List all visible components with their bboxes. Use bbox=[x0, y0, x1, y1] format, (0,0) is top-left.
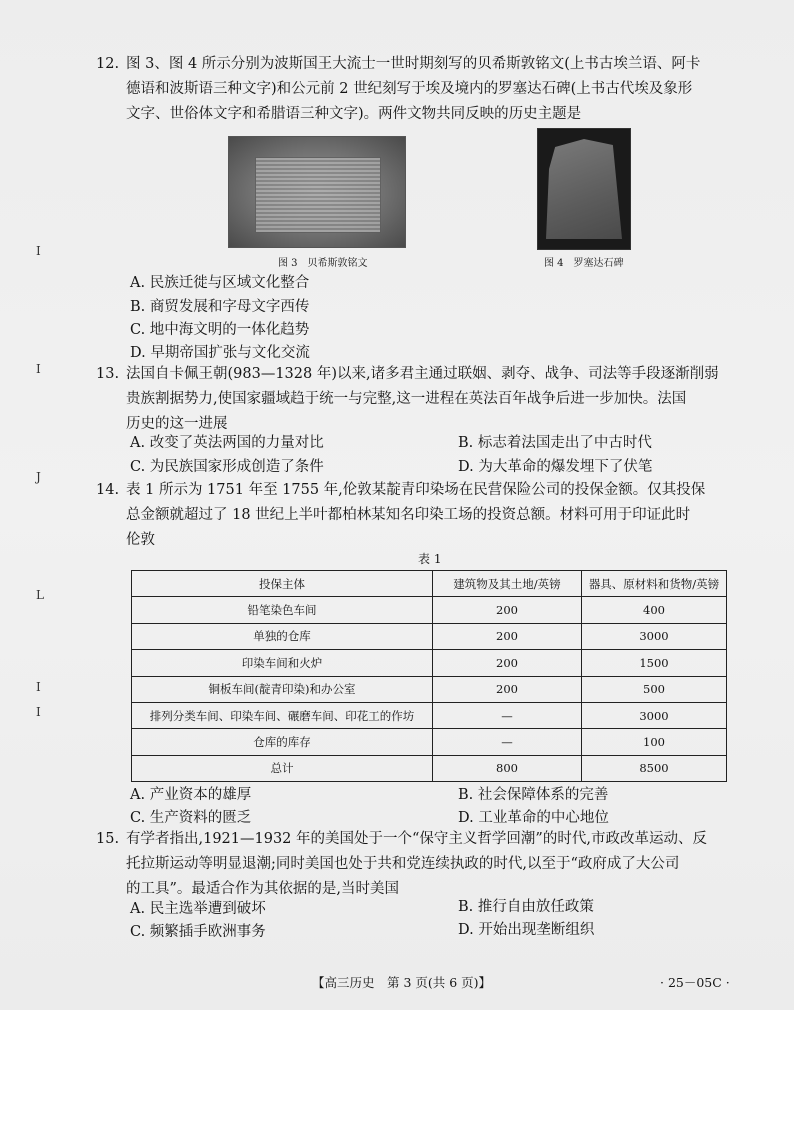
table-cell: 200 bbox=[433, 676, 582, 702]
question-15 bbox=[96, 827, 754, 902]
question-13 bbox=[96, 362, 754, 437]
margin-mark: I bbox=[36, 705, 41, 719]
table-cell: — bbox=[433, 729, 582, 755]
table-header: 投保主体 bbox=[132, 571, 433, 597]
table-cell: 铅笔染色车间 bbox=[132, 597, 433, 623]
option-c[interactable]: C. 地中海文明的一体化趋势 bbox=[130, 322, 310, 338]
question-number: 13. bbox=[96, 366, 120, 382]
question-stem-line: 托拉斯运动等明显退潮;同时美国也处于共和党连续执政的时代,以至于“政府成了大公司 bbox=[126, 856, 680, 872]
rosetta-stone-photo bbox=[537, 128, 631, 250]
question-number: 14. bbox=[96, 482, 120, 498]
margin-mark: I bbox=[36, 680, 41, 694]
option-a[interactable]: A. 民主选举遭到破坏 bbox=[130, 901, 266, 917]
figure-4-caption: 图 4 罗塞达石碑 bbox=[544, 258, 624, 269]
table-cell: — bbox=[433, 702, 582, 728]
question-stem-line: 有学者指出,1921—1932 年的美国处于一个“保守主义哲学回潮”的时代,市政改革运动、反 bbox=[126, 831, 707, 847]
option-d[interactable]: D. 早期帝国扩张与文化交流 bbox=[130, 345, 310, 361]
question-stem-line: 的工具”。最适合作为其依据的是,当时美国 bbox=[126, 881, 400, 897]
table-cell: 400 bbox=[582, 597, 727, 623]
option-b[interactable]: B. 社会保障体系的完善 bbox=[458, 787, 609, 803]
margin-mark: I bbox=[36, 244, 41, 258]
table-row bbox=[132, 650, 727, 676]
table-row bbox=[132, 676, 727, 702]
question-14 bbox=[96, 478, 754, 553]
margin-mark: I bbox=[36, 362, 41, 376]
option-c[interactable]: C. 生产资料的匮乏 bbox=[130, 810, 252, 826]
table-cell: 印染车间和火炉 bbox=[132, 650, 433, 676]
question-stem-line: 伦敦 bbox=[126, 532, 155, 548]
option-d[interactable]: D. 为大革命的爆发埋下了伏笔 bbox=[458, 459, 653, 475]
table-header-row bbox=[132, 571, 727, 597]
question-stem-line: 法国自卡佩王朝(983—1328 年)以来,诸多君主通过联姻、剥夺、战争、司法等手段逐渐削弱 bbox=[126, 366, 719, 382]
table-cell: 铜板车间(靛青印染)和办公室 bbox=[132, 676, 433, 702]
table-cell: 800 bbox=[433, 755, 582, 781]
option-b[interactable]: B. 标志着法国走出了中古时代 bbox=[458, 435, 652, 451]
table-row bbox=[132, 597, 727, 623]
table-total-row bbox=[132, 755, 727, 781]
table-cell: 1500 bbox=[582, 650, 727, 676]
table-caption: 表 1 bbox=[418, 552, 442, 566]
table-row bbox=[132, 729, 727, 755]
table-cell: 200 bbox=[433, 650, 582, 676]
margin-mark: J bbox=[36, 470, 41, 484]
option-d[interactable]: D. 开始出现垄断组织 bbox=[458, 922, 595, 938]
table-cell: 8500 bbox=[582, 755, 727, 781]
option-a[interactable]: A. 民族迁徙与区域文化整合 bbox=[130, 275, 310, 291]
option-c[interactable]: C. 为民族国家形成创造了条件 bbox=[130, 459, 324, 475]
table-cell: 200 bbox=[433, 623, 582, 649]
table-cell: 仓库的库存 bbox=[132, 729, 433, 755]
option-b[interactable]: B. 推行自由放任政策 bbox=[458, 899, 594, 915]
inscription-panel bbox=[255, 157, 381, 233]
table-row bbox=[132, 702, 727, 728]
page-footer: 【高三历史 第 3 页(共 6 页)】 bbox=[312, 975, 492, 990]
figure-3-caption: 图 3 贝希斯敦铭文 bbox=[278, 258, 368, 269]
behistun-inscription-photo bbox=[228, 136, 406, 248]
insurance-table bbox=[131, 570, 727, 782]
margin-mark: L bbox=[36, 588, 44, 602]
option-a[interactable]: A. 产业资本的雄厚 bbox=[130, 787, 252, 803]
option-b[interactable]: B. 商贸发展和字母文字西传 bbox=[130, 299, 310, 315]
paper-code: · 25－05C · bbox=[660, 975, 730, 990]
question-number: 12. bbox=[96, 56, 120, 72]
table-cell: 500 bbox=[582, 676, 727, 702]
option-c[interactable]: C. 频繁插手欧洲事务 bbox=[130, 924, 266, 940]
option-d[interactable]: D. 工业革命的中心地位 bbox=[458, 810, 609, 826]
question-12 bbox=[96, 52, 754, 127]
table-cell: 200 bbox=[433, 597, 582, 623]
table-row bbox=[132, 623, 727, 649]
stone-shape bbox=[546, 139, 622, 239]
question-stem-line: 历史的这一进展 bbox=[126, 416, 228, 432]
question-stem-line: 图 3、图 4 所示分别为波斯国王大流士一世时期刻写的贝希斯敦铭文(上书古埃兰语、阿卡 bbox=[126, 56, 701, 72]
question-number: 15. bbox=[96, 831, 120, 847]
table-cell: 总计 bbox=[132, 755, 433, 781]
table-header: 器具、原材料和货物/英镑 bbox=[582, 571, 727, 597]
question-stem-line: 贵族割据势力,使国家疆域趋于统一与完整,这一进程在英法百年战争后进一步加快。法国 bbox=[126, 391, 687, 407]
option-a[interactable]: A. 改变了英法两国的力量对比 bbox=[130, 435, 324, 451]
table-cell: 单独的仓库 bbox=[132, 623, 433, 649]
table-cell: 100 bbox=[582, 729, 727, 755]
question-stem-line: 文字、世俗体文字和希腊语三种文字)。两件文物共同反映的历史主题是 bbox=[126, 106, 582, 122]
table-cell: 排列分类车间、印染车间、碾磨车间、印花工的作坊 bbox=[132, 702, 433, 728]
table-cell: 3000 bbox=[582, 702, 727, 728]
question-stem-line: 总金额就超过了 18 世纪上半叶都柏林某知名印染工场的投资总额。材料可用于印证此时 bbox=[126, 507, 691, 523]
table-header: 建筑物及其土地/英镑 bbox=[433, 571, 582, 597]
table-cell: 3000 bbox=[582, 623, 727, 649]
question-stem-line: 表 1 所示为 1751 年至 1755 年,伦敦某靛青印染场在民营保险公司的投保金额。仅其投保 bbox=[126, 482, 706, 498]
question-stem-line: 德语和波斯语三种文字)和公元前 2 世纪刻写于埃及境内的罗塞达石碑(上书古代埃及象形 bbox=[126, 81, 693, 97]
